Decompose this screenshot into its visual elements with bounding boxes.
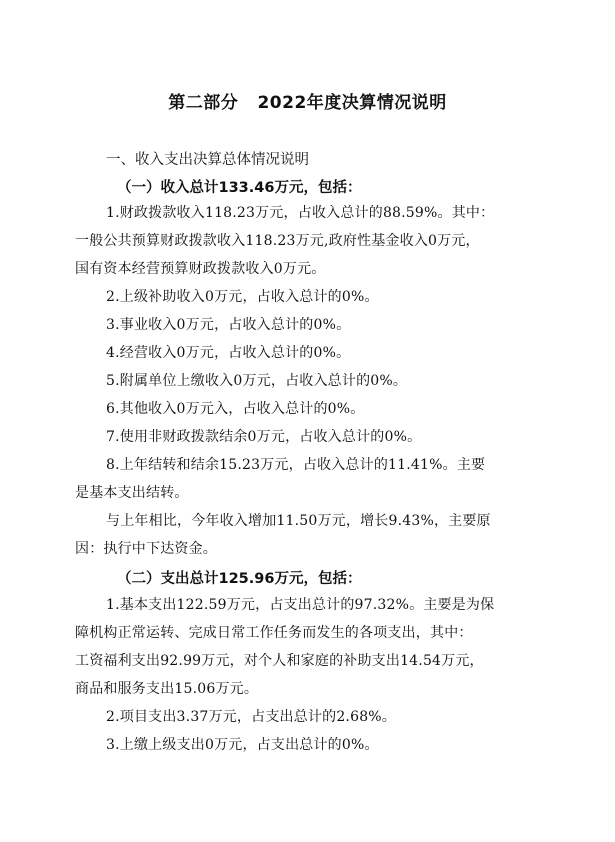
income-line: 4.经营收入0万元，占收入总计的0%。 (106, 345, 351, 361)
income-line: 1.财政拨款收入118.23万元，占收入总计的88.59%。其中： (106, 205, 495, 221)
income-line: 7.使用非财政拨款结余0万元，占收入总计的0%。 (106, 429, 422, 445)
income-line: 2.上级补助收入0万元，占收入总计的0%。 (106, 289, 379, 305)
income-line: 8.上年结转和结余15.23万元，占收入总计的11.41%。主要 (106, 457, 486, 473)
expense-line: 3.上缴上级支出0万元，占支出总计的0%。 (106, 737, 379, 753)
income-line: 是基本支出结转。 (75, 485, 189, 501)
expense-line: 1.基本支出122.59万元，占支出总计的97.32%。主要是为保 (106, 597, 495, 613)
income-heading: （一）收入总计133.46万元，包括： (117, 180, 362, 196)
expense-line: 2.项目支出3.37万元，占支出总计的2.68%。 (106, 709, 397, 725)
expense-line: 障机构正常运转、完成日常工作任务而发生的各项支出，其中： (75, 625, 473, 641)
income-line: 6.其他收入0万元入，占收入总计的0%。 (106, 401, 365, 417)
income-line: 国有资本经营预算财政拨款收入0万元。 (75, 261, 326, 277)
comparison-line: 与上年相比，今年收入增加11.50万元，增长9.43%，主要原 (106, 513, 491, 529)
expense-line: 商品和服务支出15.06万元。 (75, 681, 259, 697)
section-heading: 一、收入支出决算总体情况说明 (106, 152, 309, 168)
page-title: 第二部分 2022年度决算情况说明 (168, 93, 447, 113)
expense-line: 工资福利支出92.99万元，对个人和家庭的补助支出14.54万元， (75, 653, 484, 669)
income-line: 一般公共预算财政拨款收入118.23万元,政府性基金收入0万元， (75, 233, 480, 249)
income-line: 3.事业收入0万元，占收入总计的0%。 (106, 317, 351, 333)
expense-heading: （二）支出总计125.96万元，包括： (117, 571, 362, 587)
comparison-line: 因：执行中下达资金。 (75, 541, 217, 557)
income-line: 5.附属单位上缴收入0万元，占收入总计的0%。 (106, 373, 408, 389)
